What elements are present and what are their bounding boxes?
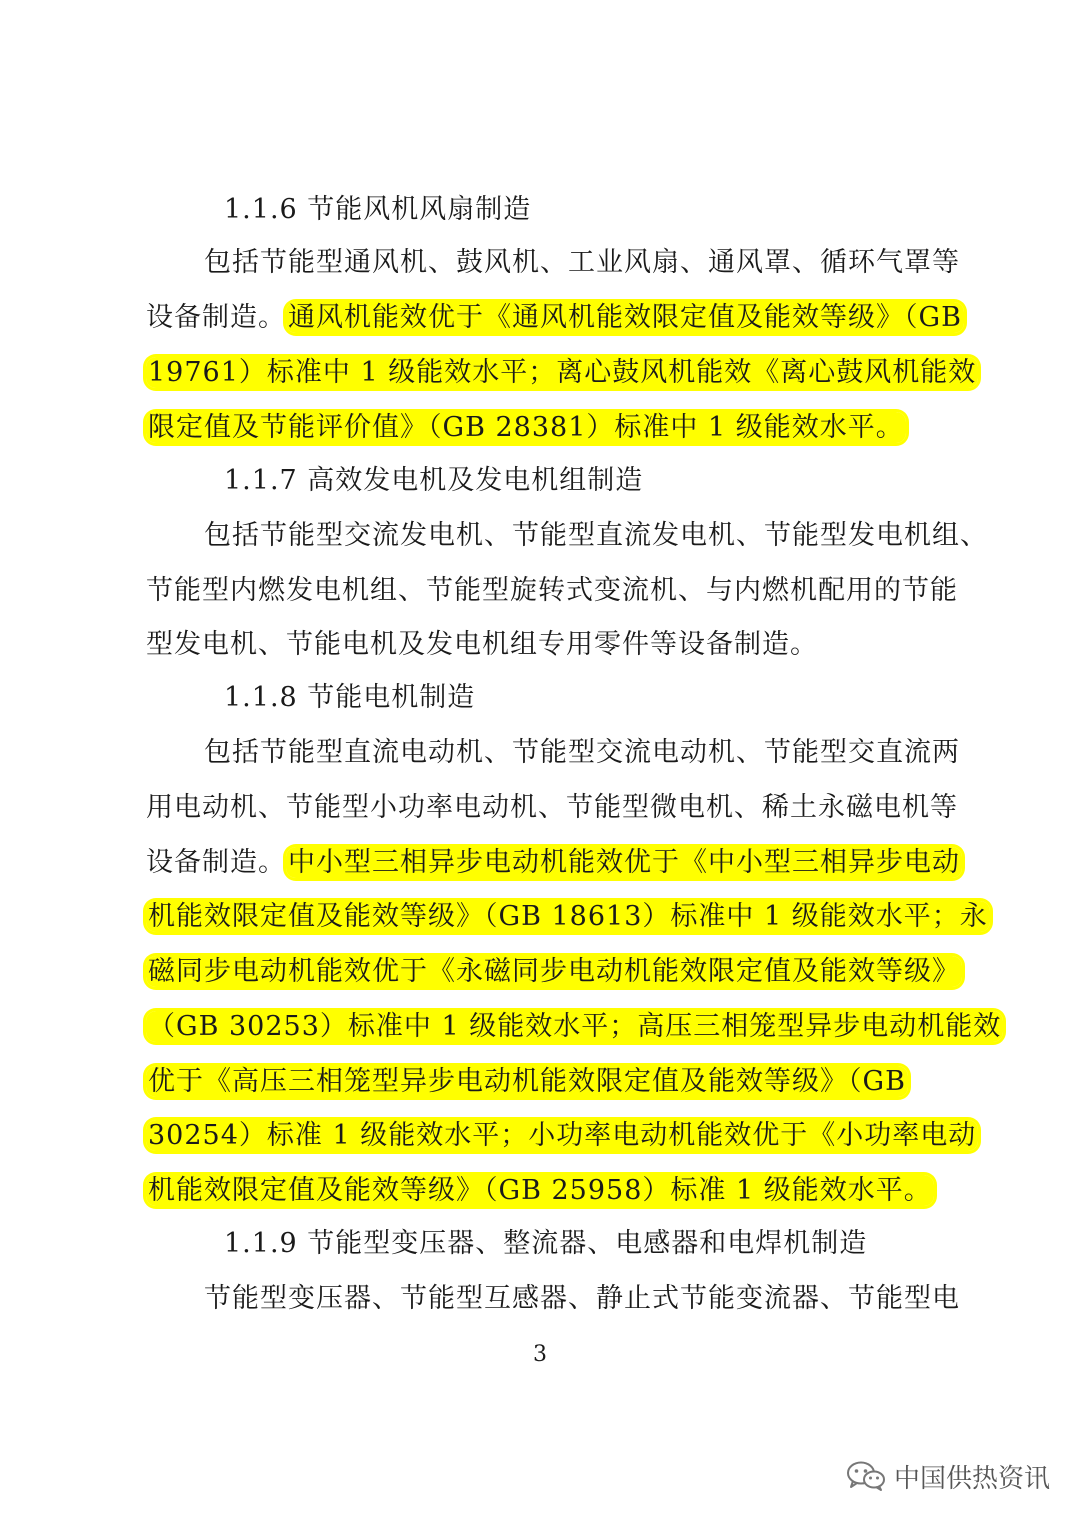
highlighted-text: 机能效限定值及能效等级》（GB 25958）标准 1 级能效水平。 — [148, 1175, 932, 1206]
highlighted-text: 中小型三相异步电动机能效优于《中小型三相异步电动 — [288, 847, 960, 878]
text-run: 节能型变压器、节能型互感器、静止式节能变流器、节能型电 — [204, 1283, 960, 1314]
highlighted-text: 优于《高压三相笼型异步电动机能效限定值及能效等级》（GB — [148, 1066, 906, 1097]
watermark — [846, 1458, 1050, 1494]
paragraph-line — [146, 355, 1080, 391]
highlighted-text: 限定值及节能评价值》（GB 28381）标准中 1 级能效水平。 — [148, 412, 904, 443]
paragraph-line — [204, 735, 1080, 771]
section-heading-1-1-8: 1.1.8 节能电机制造 — [224, 682, 476, 713]
text-run: 设备制造。 — [146, 847, 286, 878]
paragraph-line — [146, 410, 1080, 446]
section-heading-1-1-9: 1.1.9 节能型变压器、整流器、电感器和电焊机制造 — [224, 1228, 868, 1259]
paragraph-line — [146, 1118, 1080, 1154]
highlighted-text: 19761）标准中 1 级能效水平；离心鼓风机能效《离心鼓风机能效 — [148, 357, 977, 388]
highlighted-text: 通风机能效优于《通风机能效限定值及能效等级》（GB — [288, 302, 962, 333]
highlighted-text: 磁同步电动机能效优于《永磁同步电动机能效限定值及能效等级》 — [148, 956, 960, 987]
section-heading-1-1-6: 1.1.6 节能风机风扇制造 — [224, 194, 532, 225]
text-run: 用电动机、节能型小功率电动机、节能型微电机、稀土永磁电机等 — [146, 792, 958, 823]
paragraph-line — [146, 845, 1080, 881]
paragraph-line — [146, 1173, 1080, 1209]
paragraph-line — [146, 573, 1080, 609]
text-run: 节能型内燃发电机组、节能型旋转式变流机、与内燃机配用的节能 — [146, 575, 958, 606]
wechat-icon — [846, 1460, 886, 1492]
paragraph-line — [204, 245, 1080, 281]
highlighted-text: （GB 30253）标准中 1 级能效水平；高压三相笼型异步电动机能效 — [148, 1011, 1002, 1042]
section-heading-1-1-7: 1.1.7 高效发电机及发电机组制造 — [224, 465, 644, 496]
paragraph-line — [146, 1009, 1080, 1045]
text-run: 设备制造。 — [146, 302, 286, 333]
paragraph-line — [204, 518, 1080, 554]
paragraph-line — [146, 790, 1080, 826]
paragraph-line — [146, 954, 1080, 990]
text-run: 型发电机、节能电机及发电机组专用零件等设备制造。 — [146, 629, 818, 660]
text-run: 包括节能型通风机、鼓风机、工业风扇、通风罩、循环气罩等 — [204, 247, 960, 278]
watermark-text: 中国供热资讯 — [894, 1463, 1051, 1494]
page-number: 3 — [533, 1342, 547, 1367]
paragraph-line — [146, 899, 1080, 935]
highlighted-text: 机能效限定值及能效等级》（GB 18613）标准中 1 级能效水平；永 — [148, 901, 988, 932]
text-run: 包括节能型直流电动机、节能型交流电动机、节能型交直流两 — [204, 737, 960, 768]
paragraph-line — [146, 300, 1080, 336]
highlighted-text: 30254）标准 1 级能效水平；小功率电动机能效优于《小功率电动 — [148, 1120, 977, 1151]
paragraph-line — [146, 627, 1080, 663]
paragraph-line — [146, 1064, 1080, 1100]
text-run: 包括节能型交流发电机、节能型直流发电机、节能型发电机组、 — [204, 520, 988, 551]
paragraph-line — [204, 1281, 1080, 1317]
